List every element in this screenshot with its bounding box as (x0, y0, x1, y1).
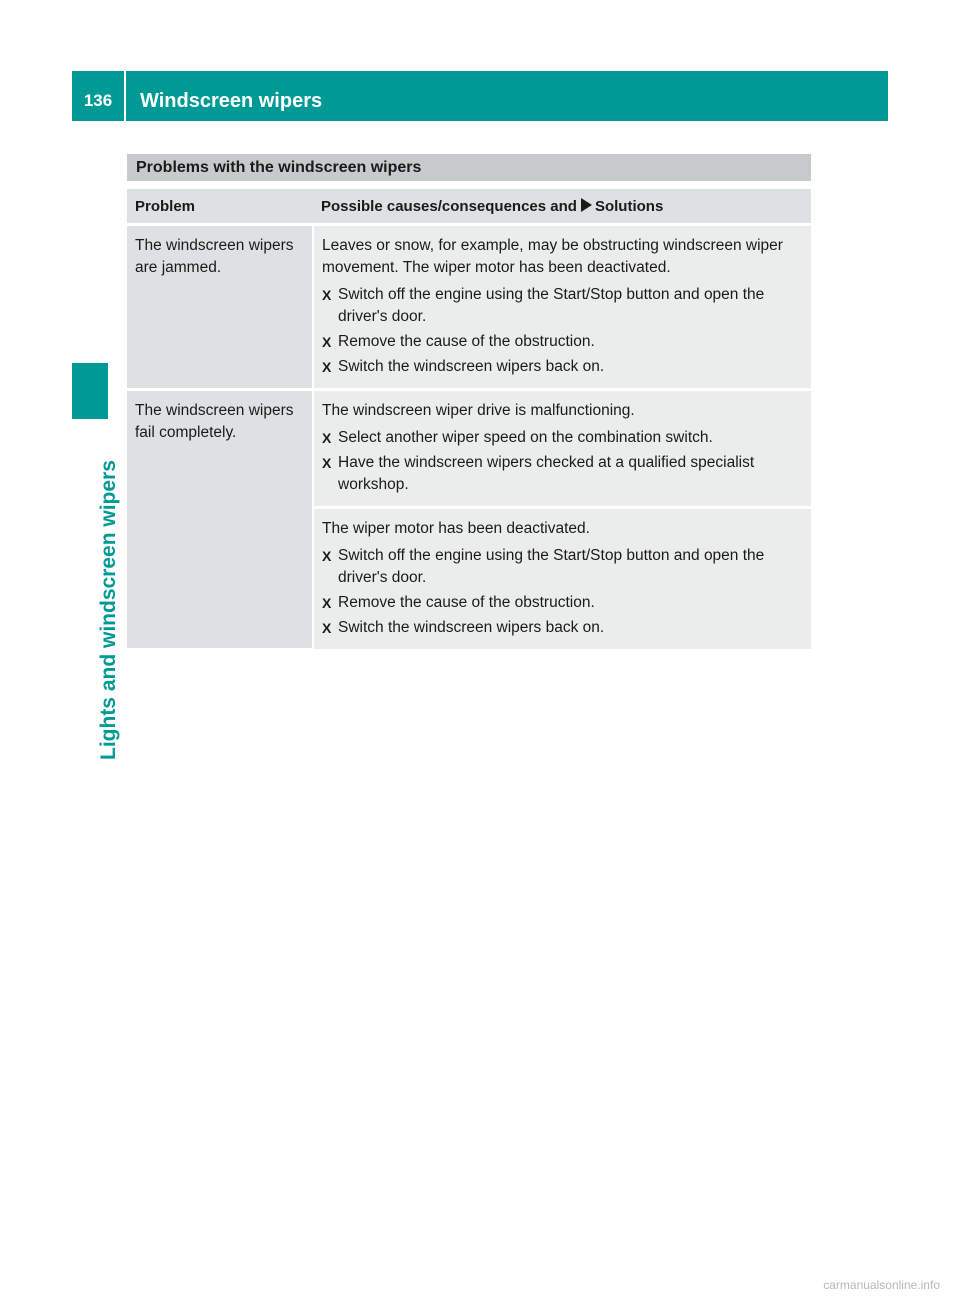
table-header-row (127, 189, 811, 225)
step-item (322, 356, 803, 378)
step-item (322, 284, 803, 328)
solution-cell (313, 508, 811, 650)
step-text: Remove the cause of the obstruction. (338, 333, 595, 350)
step-marker-icon: X (322, 359, 332, 375)
step-marker-icon: X (322, 287, 332, 303)
step-text: Switch off the engine using the Start/Stop button and open the driver's door. (338, 286, 765, 325)
step-item (322, 452, 803, 496)
column-header-problem: Problem (127, 189, 313, 225)
cause-text: The windscreen wiper drive is malfunctioning. (322, 402, 635, 419)
table-row (127, 225, 811, 390)
step-text: Remove the cause of the obstruction. (338, 594, 595, 611)
column-header-solutions (313, 189, 811, 225)
problems-table-section (127, 154, 811, 651)
step-item (322, 617, 803, 639)
problem-cell: The windscreen wipers fail completely. (127, 390, 313, 650)
step-item (322, 545, 803, 589)
problem-cell: The windscreen wipers are jammed. (127, 225, 313, 390)
table-title: Problems with the windscreen wipers (127, 154, 811, 181)
step-marker-icon: X (322, 548, 332, 564)
column-header-solutions-prefix: Possible causes/consequences and (321, 198, 577, 215)
step-text: Switch the windscreen wipers back on. (338, 358, 605, 375)
step-text: Switch off the engine using the Start/Stop button and open the driver's door. (338, 547, 765, 586)
step-marker-icon: X (322, 430, 332, 446)
step-item (322, 592, 803, 614)
chapter-tab (72, 363, 108, 419)
page-header (72, 71, 888, 121)
step-marker-icon: X (322, 620, 332, 636)
step-marker-icon: X (322, 595, 332, 611)
chapter-label: Lights and windscreen wipers (97, 460, 120, 760)
step-marker-icon: X (322, 334, 332, 350)
step-item (322, 331, 803, 353)
solution-cell (313, 390, 811, 508)
table-row (127, 390, 811, 508)
page-number: 136 (72, 71, 126, 121)
cause-text: Leaves or snow, for example, may be obstructing windscreen wiper movement. The wiper motor has been deactivated. (322, 237, 783, 276)
step-item (322, 427, 803, 449)
arrow-right-icon (581, 198, 592, 212)
section-title: Windscreen wipers (140, 89, 323, 112)
step-text: Have the windscreen wipers checked at a qualified specialist workshop. (338, 454, 755, 493)
cause-text: The wiper motor has been deactivated. (322, 520, 590, 537)
problems-table (127, 189, 811, 651)
footer-watermark: carmanualsonline.info (823, 1278, 940, 1292)
column-header-solutions-suffix: Solutions (594, 198, 664, 215)
step-text: Select another wiper speed on the combination switch. (338, 429, 713, 446)
step-marker-icon: X (322, 455, 332, 471)
step-text: Switch the windscreen wipers back on. (338, 619, 605, 636)
solution-cell (313, 225, 811, 390)
